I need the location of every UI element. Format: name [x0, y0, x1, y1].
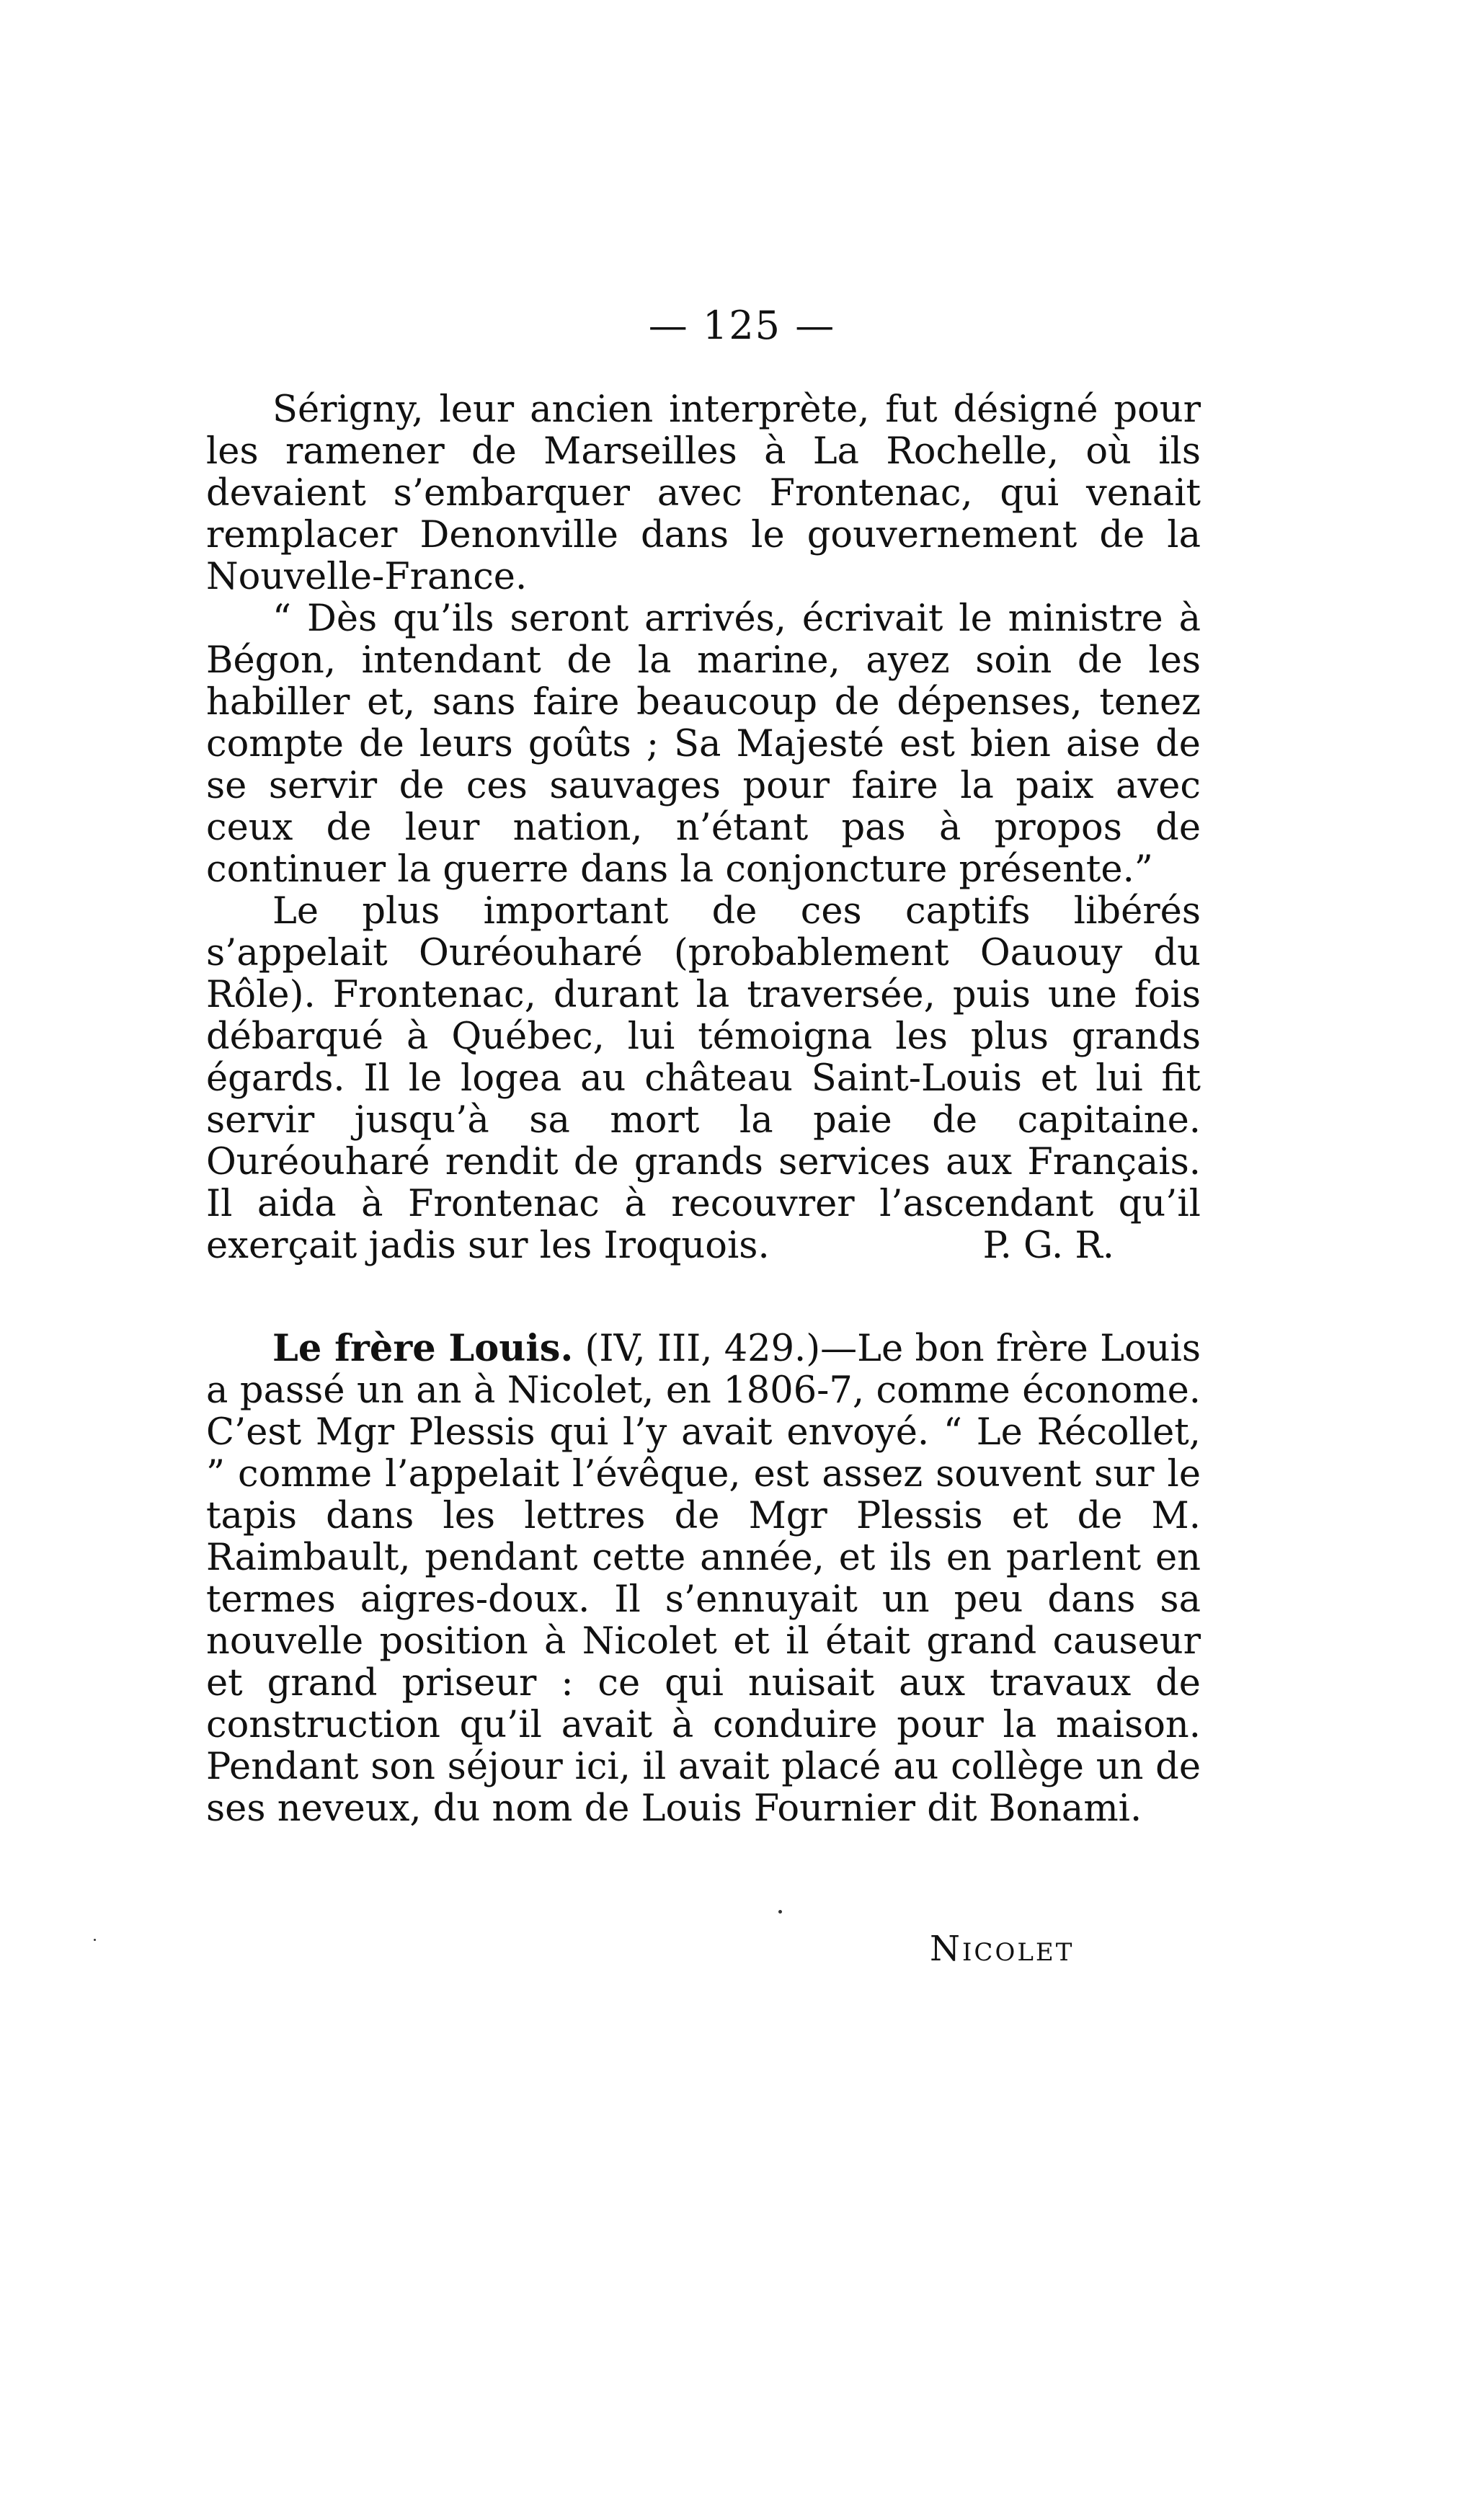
entry-paragraph [206, 1328, 1201, 1830]
page-number: — 125 — [648, 303, 836, 348]
paragraph: Sérigny, leur ancien interprète, fut désigné pour les ramener de Marseilles à La Rochelle, où ils devaient s’embarquer avec Frontenac, qui venait remplacer Denonville dans le gouvernement de la Nouvelle-France. [206, 388, 1201, 598]
signature-initials: P. G. R. [982, 1225, 1114, 1267]
print-speck [94, 1939, 96, 1941]
paragraph: Le plus important de ces captifs libérés s’appelait Ouréouharé (probablement Oauouy du Rôle). Frontenac, durant la traversée, puis une fois débarqué à Québec, lui témoigna les plus grands égards. Il le logea au château Saint-Louis et lui fit servir jusqu’à sa mort la paie de capitaine. Ouréouharé rendit de grands services aux Français. Il aida à Frontenac à recouvrer l’ascendant qu’il exerçait jadis sur les Iroquois. [206, 890, 1201, 1267]
entry-body: (IV, III, 429.)—Le bon frère Louis a passé un an à Nicolet, en 1806-7, comme économe. C’est Mgr Plessis qui l’y avait envoyé. “ Le Récollet, ” comme l’appelait l’évêque, est assez souvent sur le tapis dans les lettres de Mgr Plessis et de M. Raimbault, pendant cette année, et ils en parlent en termes aigres-doux. Il s’ennuyait un peu dans sa nouvelle position à Nicolet et il était grand causeur et grand priseur : ce qui nuisait aux travaux de construction qu’il avait à conduire pour la maison. Pendant son séjour ici, il avait placé au collège un de ses neveux, du nom de Louis Fournier dit Bonami. [206, 1328, 1201, 1830]
print-speck [778, 1910, 782, 1914]
section-frere-louis [206, 1328, 1201, 1830]
signature-nicolet: Nicolet [930, 1929, 1075, 1969]
section-serigny [206, 389, 1201, 1267]
entry-title: Le frère Louis. [272, 1327, 574, 1370]
paragraph-quote: “ Dès qu’ils seront arrivés, écrivait le ministre à Bégon, intendant de la marine, ayez soin de les habiller et, sans faire beaucoup de dépenses, tenez compte de leurs goûts ; Sa Majesté est bien aise de se servir de ces sauvages pour faire la paix avec ceux de leur nation, n’étant pas à propos de continuer la guerre dans la conjoncture présente.” [206, 597, 1201, 891]
